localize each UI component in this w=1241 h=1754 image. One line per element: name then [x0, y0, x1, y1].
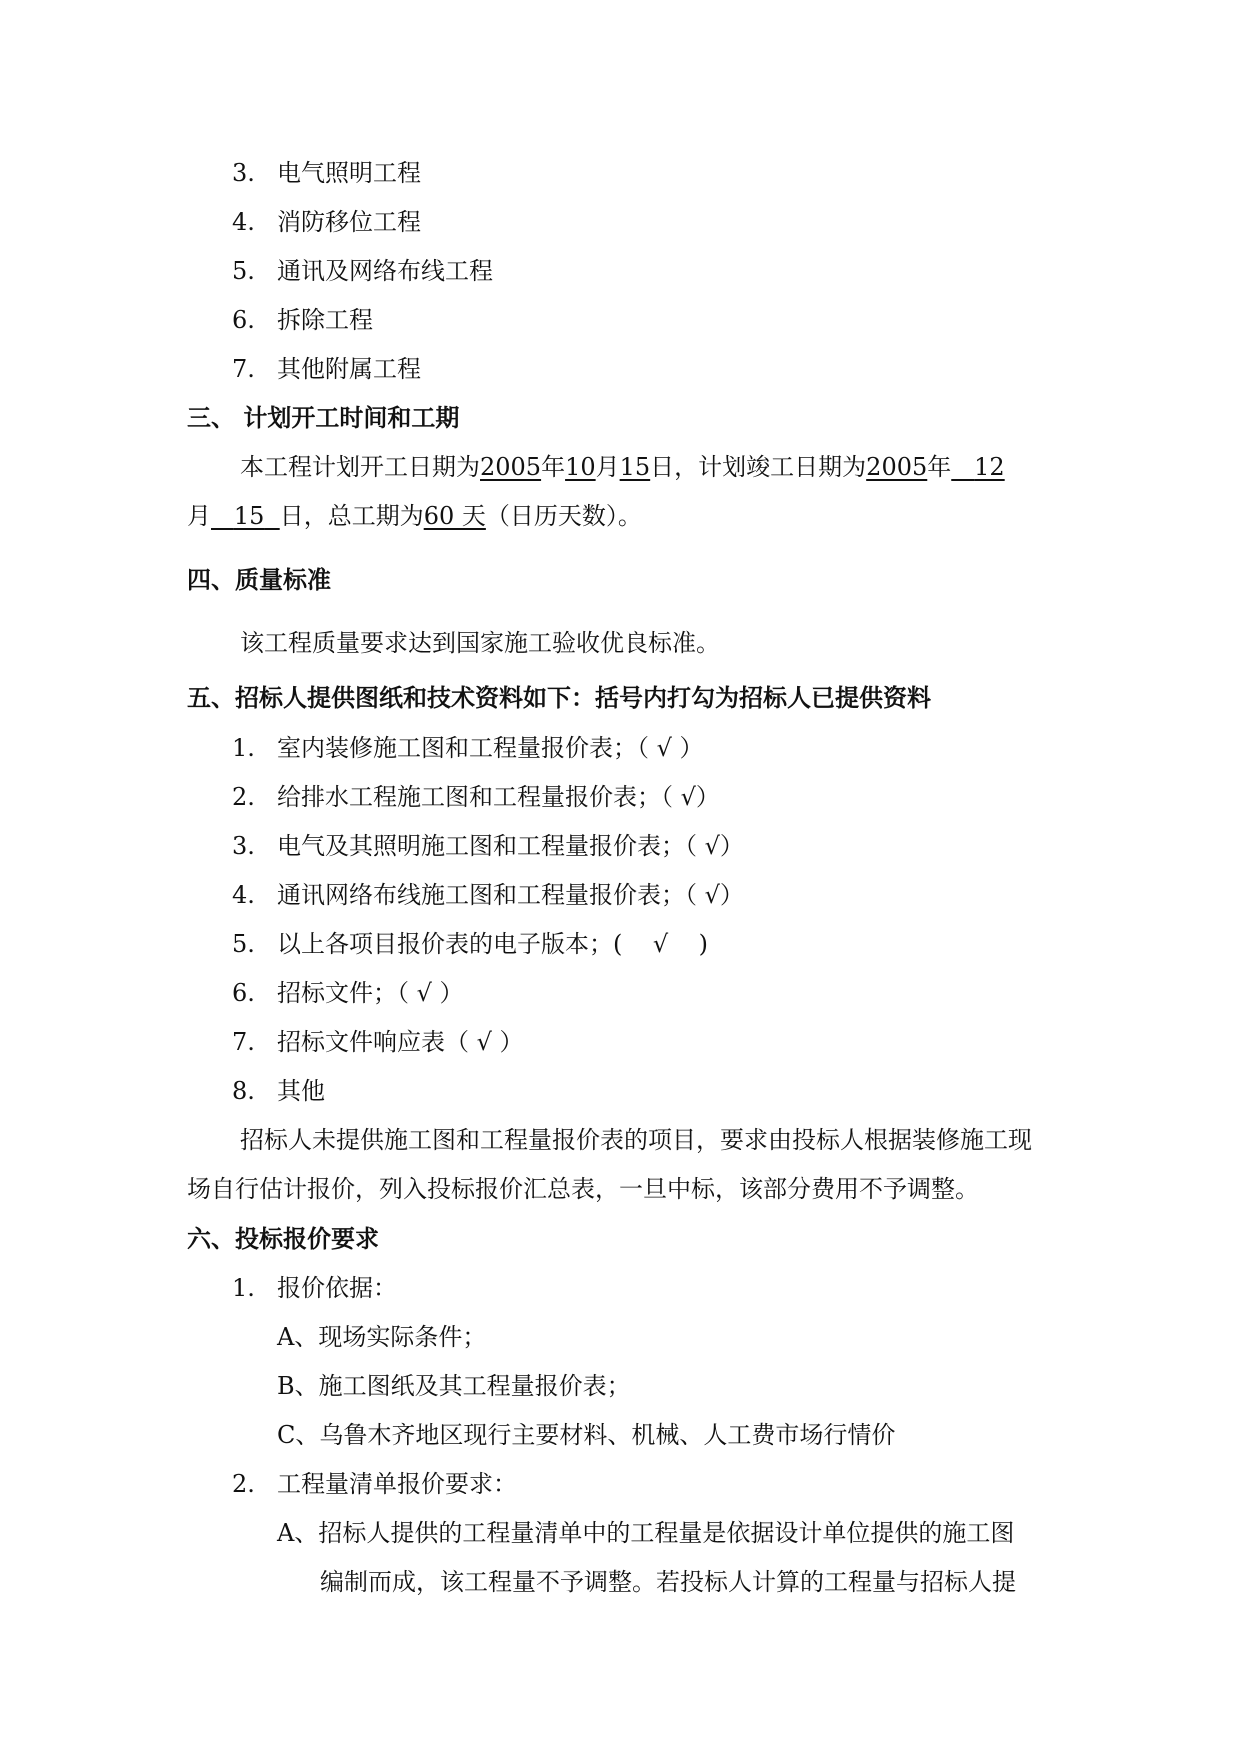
- list-text: 给排水工程施工图和工程量报价表；（ √）: [277, 783, 720, 811]
- list-text: 招标文件；（ √ ）: [277, 979, 464, 1007]
- quantity-requirement-a-line2: 编制而成，该工程量不予调整。若投标人计算的工程量与招标人提: [320, 1568, 1016, 1596]
- list-number: 3.: [232, 832, 255, 860]
- list-text: 通讯网络布线施工图和工程量报价表；（ √）: [277, 881, 744, 909]
- pricing-basis-c: C、乌鲁木齐地区现行主要材料、机械、人工费市场行情价: [277, 1421, 896, 1449]
- list-number: 1.: [232, 1274, 255, 1302]
- list-text: 工程量清单报价要求：: [277, 1470, 517, 1498]
- list-text: 通讯及网络布线工程: [277, 257, 493, 285]
- list-number: 1.: [232, 734, 255, 762]
- list-text: 拆除工程: [277, 306, 373, 334]
- schedule-paragraph-line2: [187, 501, 642, 531]
- list-number: 4.: [232, 208, 255, 236]
- list-text: 电气照明工程: [277, 159, 421, 187]
- list-text: 消防移位工程: [277, 208, 421, 236]
- list-text: 其他: [277, 1077, 325, 1105]
- list-number: 3.: [232, 159, 255, 187]
- quantity-requirement-a-line1: A、招标人提供的工程量清单中的工程量是依据设计单位提供的施工图: [277, 1519, 1015, 1547]
- total-duration: 60 天: [423, 502, 486, 530]
- section-heading-quality: 四、质量标准: [187, 566, 331, 594]
- list-number: 8.: [232, 1077, 255, 1105]
- end-year: 2005: [866, 453, 928, 481]
- text-fragment: 日，总工期为: [279, 502, 424, 530]
- list-number: 5.: [232, 930, 255, 958]
- list-text: 电气及其照明施工图和工程量报价表；（ √）: [277, 832, 744, 860]
- quality-paragraph: 该工程质量要求达到国家施工验收优良标准。: [240, 629, 720, 657]
- section-heading-documents: 五、招标人提供图纸和技术资料如下：括号内打勾为招标人已提供资料: [187, 684, 931, 712]
- list-number: 4.: [232, 881, 255, 909]
- list-number: 6.: [232, 306, 255, 334]
- list-number: 7.: [232, 355, 255, 383]
- text-fragment: 年: [541, 453, 566, 481]
- list-number: 2.: [232, 1470, 255, 1498]
- list-text: 招标文件响应表（ √ ）: [277, 1028, 524, 1056]
- list-text: 报价依据：: [277, 1274, 397, 1302]
- list-text: 室内装修施工图和工程量报价表；（ √ ）: [277, 734, 704, 762]
- text-fragment: 本工程计划开工日期为: [240, 453, 480, 481]
- end-day: 15: [233, 502, 265, 530]
- end-month: 12: [974, 453, 1005, 481]
- list-number: 2.: [232, 783, 255, 811]
- pricing-basis-a: A、现场实际条件；: [277, 1323, 487, 1351]
- text-fragment: 年: [927, 453, 952, 481]
- start-day: 15: [619, 453, 651, 481]
- text-fragment: （日历天数）。: [485, 502, 642, 530]
- pricing-basis-b: B、施工图纸及其工程量报价表；: [277, 1372, 631, 1400]
- list-number: 7.: [232, 1028, 255, 1056]
- documents-note-line2: 场自行估计报价，列入投标报价汇总表，一旦中标，该部分费用不予调整。: [187, 1175, 979, 1203]
- list-number: 6.: [232, 979, 255, 1007]
- text-fragment: 月: [595, 453, 620, 481]
- list-text: 以上各项目报价表的电子版本；( √ ): [277, 930, 709, 958]
- text-fragment: 日，计划竣工日期为: [650, 453, 867, 481]
- schedule-paragraph-line1: [240, 452, 1005, 482]
- start-year: 2005: [480, 453, 542, 481]
- documents-note-line1: 招标人未提供施工图和工程量报价表的项目，要求由投标人根据装修施工现: [240, 1126, 1032, 1154]
- start-month: 10: [565, 453, 596, 481]
- list-text: 其他附属工程: [277, 355, 421, 383]
- section-heading-schedule: 三、 计划开工时间和工期: [187, 404, 460, 432]
- section-heading-pricing: 六、投标报价要求: [187, 1225, 379, 1253]
- list-number: 5.: [232, 257, 255, 285]
- text-fragment: 月: [187, 502, 211, 530]
